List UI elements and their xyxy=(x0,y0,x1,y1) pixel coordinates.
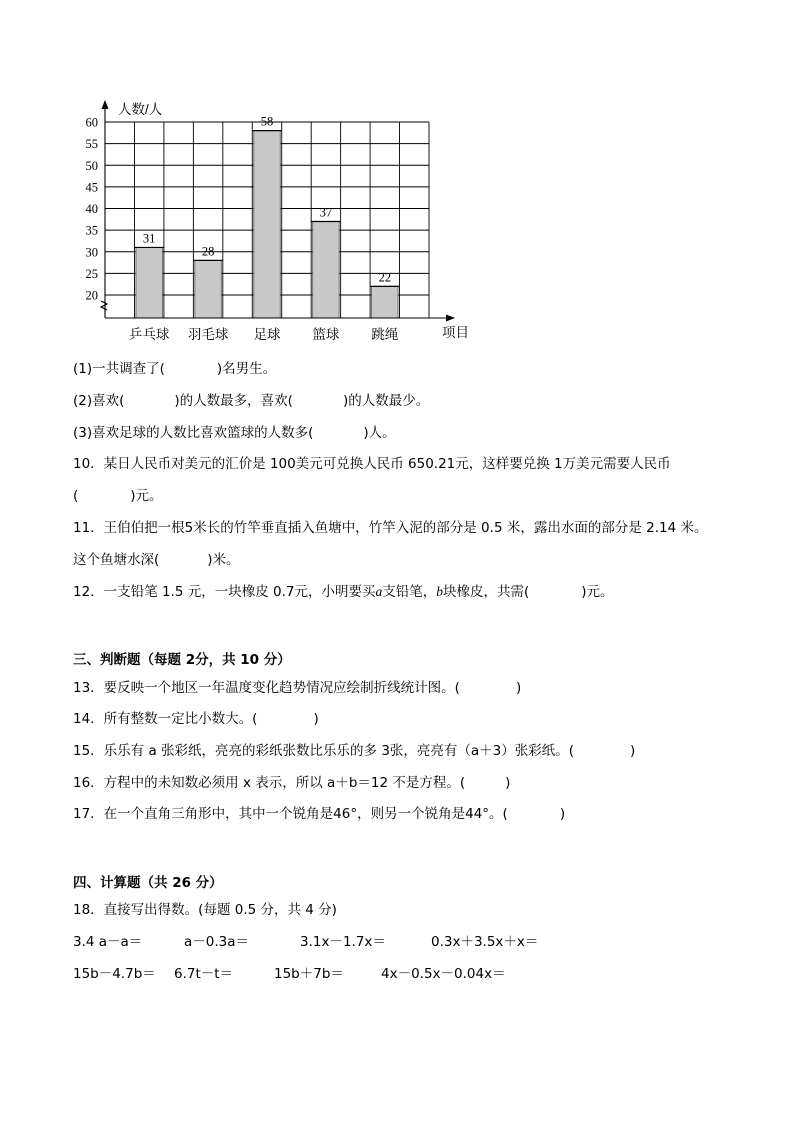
x-axis-arrow xyxy=(446,315,455,322)
bar-chart xyxy=(60,95,480,355)
y-tick-label: 35 xyxy=(85,223,98,238)
q12-text: 12．一支铅笔 1.5 元，一块橡皮 0.7元，小明要买a支铅笔，b块橡皮，共需( )元。 xyxy=(73,584,614,600)
bar xyxy=(372,286,398,318)
q11-answer: 这个鱼塘水深( )米。 xyxy=(73,552,240,568)
q15: 15．乐乐有 a 张彩纸，亮亮的彩纸张数比乐乐的多 3张，亮亮有（a＋3）张彩纸。( ) xyxy=(73,743,636,759)
y-tick-label: 30 xyxy=(85,245,98,260)
q17: 17．在一个直角三角形中，其中一个锐角是46°，则另一个锐角是44°。( ) xyxy=(73,806,566,822)
q10-answer: ( )元。 xyxy=(73,488,163,504)
category-label: 羽毛球 xyxy=(187,327,229,342)
category-label: 跳绳 xyxy=(371,327,399,342)
y-tick-label: 45 xyxy=(85,180,98,195)
y-axis-label: 人数/人 xyxy=(118,102,163,117)
y-tick-label: 50 xyxy=(85,158,98,173)
q9-part2: (2)喜欢( )的人数最多，喜欢( )的人数最少。 xyxy=(73,393,430,409)
data-label: 31 xyxy=(142,231,156,246)
calc-item: 15b－4.7b＝ xyxy=(73,966,156,982)
y-tick-label: 40 xyxy=(85,202,98,216)
category-label: 足球 xyxy=(253,327,281,342)
category-label: 乒乓球 xyxy=(128,327,170,342)
calc-item: a－0.3a＝ xyxy=(184,934,250,950)
calc-item: 15b＋7b＝ xyxy=(274,966,344,982)
q10-text: 10．某日人民币对美元的汇价是 100美元可兑换人民币 650.21元，这样要兑换 1万美元需要人民币 xyxy=(73,456,671,472)
q18-prompt: 18．直接写出得数。(每题 0.5 分，共 4 分) xyxy=(73,902,337,918)
calc-item: 4x－0.5x－0.04x＝ xyxy=(381,966,506,982)
calc-item: 0.3x＋3.5x＋x＝ xyxy=(431,934,539,950)
q9-part1: (1)一共调查了( )名男生。 xyxy=(73,361,277,377)
calc-item: 3.4 a－a＝ xyxy=(73,934,143,950)
data-label: 22 xyxy=(378,270,392,285)
y-axis-arrow xyxy=(102,100,109,109)
section3-title: 三、判断题（每题 2分，共 10 分） xyxy=(73,652,291,668)
y-tick-label: 25 xyxy=(85,266,98,281)
q13: 13．要反映一个地区一年温度变化趋势情况应绘制折线统计图。( ) xyxy=(73,680,522,696)
axis-break xyxy=(101,301,107,310)
q14: 14．所有整数一定比小数大。( ) xyxy=(73,711,319,727)
q16: 16．方程中的未知数必须用 x 表示，所以 a＋b＝12 不是方程。( ) xyxy=(73,775,511,791)
y-tick-label: 20 xyxy=(85,288,98,303)
q9-part3: (3)喜欢足球的人数比喜欢篮球的人数多( )人。 xyxy=(73,425,396,441)
data-label: 37 xyxy=(319,205,333,220)
data-label: 58 xyxy=(260,114,274,129)
bar xyxy=(313,221,339,318)
bar xyxy=(136,247,162,318)
bar xyxy=(254,131,280,318)
calc-item: 6.7t－t＝ xyxy=(174,966,234,982)
bar xyxy=(195,260,221,318)
y-tick-label: 55 xyxy=(85,137,98,152)
q11-text: 11．王伯伯把一根5米长的竹竿垂直插入鱼塘中，竹竿入泥的部分是 0.5 米，露出水面的部分是 2.14 米。 xyxy=(73,520,708,536)
category-label: 篮球 xyxy=(312,327,340,342)
y-tick-label: 60 xyxy=(85,115,98,130)
section4-title: 四、计算题（共 26 分） xyxy=(73,875,223,891)
x-axis-label: 项目 xyxy=(442,325,469,340)
chart-bars xyxy=(129,115,400,342)
calc-item: 3.1x－1.7x＝ xyxy=(300,934,386,950)
data-label: 28 xyxy=(201,244,215,259)
